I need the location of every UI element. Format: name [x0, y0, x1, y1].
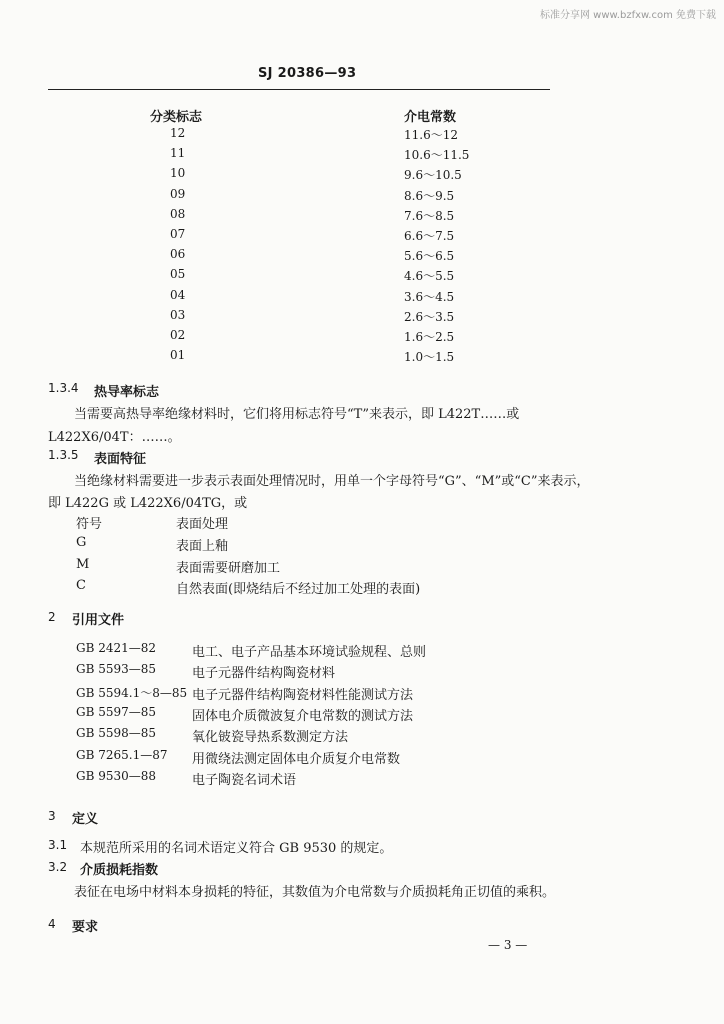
reference-title: 氧化铍瓷导热系数测定方法: [192, 730, 349, 746]
dielectric-range: 8.6～9.5: [404, 188, 455, 203]
classification-code: 06: [170, 247, 186, 262]
dielectric-range: 3.6～4.5: [404, 289, 455, 304]
section-title: 热导率标志: [94, 385, 160, 400]
reference-title: 电子元器件结构陶瓷材料性能测试方法: [192, 687, 414, 703]
paragraph-line: 当需要高热导率绝缘材料时，它们将用标志符号“T”来表示，即 L422T……或: [74, 407, 520, 422]
dielectric-range: 6.6～7.5: [404, 229, 455, 243]
surface-symbol: M: [76, 556, 90, 572]
section-number: 3: [48, 809, 56, 823]
dielectric-range: 4.6～5.5: [404, 269, 455, 284]
classification-code: 10: [170, 166, 186, 181]
reference-code: GB 5594.1～8—85: [76, 685, 188, 700]
header-rule: [48, 89, 550, 90]
section-title: 引用文件: [72, 613, 125, 628]
watermark: 标准分享网 www.bzfxw.com 免费下载: [540, 10, 716, 21]
reference-title: 电子陶瓷名词术语: [192, 772, 297, 788]
column-header-symbol: 符号: [76, 517, 103, 532]
dielectric-range: 5.6～6.5: [404, 249, 455, 264]
reference-title: 用微绕法测定固体电介质复介电常数: [192, 751, 401, 767]
reference-code: GB 2421—82: [76, 641, 157, 655]
surface-symbol: C: [76, 578, 86, 593]
classification-code: 07: [170, 227, 186, 241]
section-title: 定义: [72, 812, 99, 827]
dielectric-range: 10.6～11.5: [404, 148, 470, 163]
section-number: 3.1: [48, 838, 68, 852]
dielectric-range: 2.6～3.5: [404, 309, 455, 324]
dielectric-range: 1.6～2.5: [404, 330, 455, 344]
classification-code: 11: [170, 146, 186, 161]
classification-code: 12: [170, 126, 186, 140]
classification-code: 09: [170, 186, 186, 201]
dielectric-range: 9.6～10.5: [404, 168, 462, 183]
classification-code: 04: [170, 287, 186, 302]
page-number: — 3 —: [488, 938, 528, 952]
dielectric-range: 1.0～1.5: [404, 350, 455, 365]
classification-code: 01: [170, 348, 186, 363]
reference-title: 固体电介质微波复介电常数的测试方法: [192, 708, 414, 724]
section-number: 1.3.4: [48, 381, 79, 395]
surface-description: 表面上釉: [176, 539, 229, 554]
paragraph-line: 即 L422G 或 L422X6/04TG，或: [48, 496, 248, 511]
reference-code: GB 5597—85: [76, 704, 157, 719]
classification-code: 08: [170, 206, 186, 221]
paragraph-line: L422X6/04T：……。: [48, 430, 181, 445]
section-number: 2: [48, 610, 56, 624]
classification-code: 03: [170, 307, 186, 322]
reference-code: GB 5593—85: [76, 662, 157, 677]
classification-code: 02: [170, 328, 186, 342]
reference-title: 电工、电子产品基本环境试验规程、总则: [192, 645, 427, 660]
paragraph-line: 当绝缘材料需要进一步表示表面处理情况时，用单一个字母符号“G”、“M”或“C”来表示，: [74, 474, 590, 489]
surface-description: 自然表面(即烧结后不经过加工处理的表面): [176, 582, 421, 597]
section-number: 1.3.5: [48, 448, 79, 462]
surface-description: 表面需要研磨加工: [176, 560, 281, 576]
section-title: 介质损耗指数: [80, 863, 159, 878]
dielectric-range: 7.6～8.5: [404, 208, 455, 223]
reference-code: GB 5598—85: [76, 726, 157, 741]
section-number: 3.2: [48, 860, 68, 874]
paragraph-line: 本规范所采用的名词术语定义符合 GB 9530 的规定。: [80, 841, 393, 856]
column-header-surface: 表面处理: [176, 517, 229, 532]
reference-title: 电子元器件结构陶瓷材料: [192, 666, 336, 682]
classification-code: 05: [170, 267, 186, 282]
section-title: 要求: [72, 920, 99, 935]
section-title: 表面特征: [94, 452, 147, 467]
reference-code: GB 9530—88: [76, 768, 157, 783]
dielectric-range: 11.6～12: [404, 128, 458, 142]
column-header-code: 分类标志: [150, 110, 203, 125]
surface-symbol: G: [76, 535, 87, 550]
document-code: SJ 20386—93: [258, 66, 357, 81]
section-number: 4: [48, 917, 56, 931]
reference-code: GB 7265.1—87: [76, 747, 168, 762]
paragraph-line: 表征在电场中材料本身损耗的特征，其数值为介电常数与介质损耗角正切值的乘积。: [74, 885, 556, 900]
column-header-dielectric: 介电常数: [404, 110, 457, 125]
